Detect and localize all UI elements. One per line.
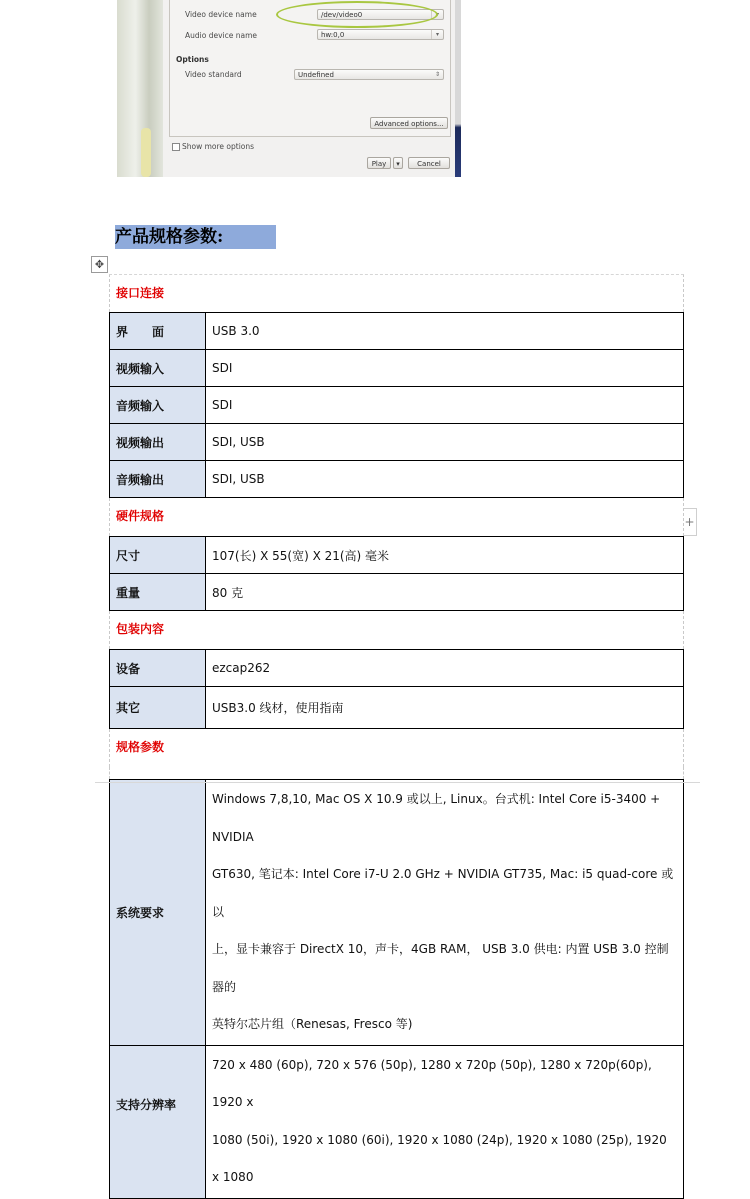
row-value: USB3.0 线材，使用指南 — [206, 687, 684, 729]
page-heading: 产品规格参数: — [115, 225, 276, 249]
row-key: 其它 — [110, 687, 206, 729]
chevron-down-icon: ▾ — [431, 10, 443, 19]
video-standard-select[interactable] — [294, 69, 444, 80]
row-value: SDI, USB — [206, 424, 684, 461]
advanced-options-button[interactable]: Advanced options... — [370, 117, 448, 129]
interface-table — [109, 312, 684, 498]
desktop-background-left — [117, 0, 163, 177]
value-line: 720 x 480 (60p), 720 x 576 (50p), 1280 x 720p (50p), 1280 x 720p(60p), 1920 x — [212, 1057, 652, 1109]
chevron-down-icon: ▾ — [396, 160, 400, 168]
video-standard-label: Video standard — [185, 70, 242, 79]
specs-table — [109, 779, 684, 1199]
capture-dialog-screenshot — [117, 0, 461, 177]
table-row — [110, 537, 684, 574]
audio-device-label: Audio device name — [185, 31, 257, 40]
row-value: 107(长) X 55(宽) X 21(高) 毫米 — [206, 537, 684, 574]
row-key: 视频输出 — [110, 424, 206, 461]
page-break-line — [95, 782, 700, 783]
options-header: Options — [176, 55, 209, 64]
spinner-icon: ⇕ — [434, 71, 441, 78]
value-line: 1080 (50i), 1920 x 1080 (60i), 1920 x 1080 (24p), 1920 x 1080 (25p), 1920 x 1080 — [212, 1132, 667, 1184]
play-button[interactable]: Play — [367, 157, 391, 169]
row-value — [206, 1045, 684, 1198]
chevron-down-icon: ▾ — [431, 30, 443, 39]
row-value: 80 克 — [206, 574, 684, 611]
cancel-button[interactable]: Cancel — [408, 157, 450, 169]
value-line: GT630, 笔记本: Intel Core i7-U 2.0 GHz + NVIDIA GT735, Mac: i5 quad-core 或以 — [212, 867, 674, 919]
row-value: SDI — [206, 350, 684, 387]
table-row — [110, 574, 684, 611]
section-title-package: 包装内容 — [109, 611, 684, 649]
desktop-background-right — [455, 0, 461, 177]
value-line: 上，显卡兼容于 DirectX 10，声卡，4GB RAM， USB 3.0 供电: 内置 USB 3.0 控制器的 — [212, 942, 669, 994]
play-dropdown-button[interactable] — [393, 157, 403, 169]
table-row — [110, 387, 684, 424]
row-value — [206, 780, 684, 1046]
row-key: 尺寸 — [110, 537, 206, 574]
row-key: 系统要求 — [110, 780, 206, 1046]
video-standard-value: Undefined — [298, 71, 334, 79]
table-row — [110, 780, 684, 1046]
hardware-table — [109, 536, 684, 611]
row-key: 设备 — [110, 650, 206, 687]
section-gap — [109, 767, 684, 779]
highlight-ellipse — [276, 1, 438, 28]
row-value: SDI — [206, 387, 684, 424]
audio-device-value: hw:0,0 — [321, 31, 345, 39]
row-value: ezcap262 — [206, 650, 684, 687]
table-row — [110, 687, 684, 729]
row-value: USB 3.0 — [206, 313, 684, 350]
table-row — [110, 1045, 684, 1198]
open-capture-dialog — [163, 0, 456, 177]
spec-table — [109, 274, 684, 1199]
row-key: 音频输出 — [110, 461, 206, 498]
row-key: 支持分辨率 — [110, 1045, 206, 1198]
table-move-handle-icon[interactable]: ✥ — [91, 256, 108, 273]
row-value: SDI, USB — [206, 461, 684, 498]
row-key: 音频输入 — [110, 387, 206, 424]
section-title-specs: 规格参数 — [109, 729, 684, 767]
row-key: 视频输入 — [110, 350, 206, 387]
add-column-icon[interactable]: + — [683, 508, 697, 536]
package-table — [109, 649, 684, 729]
value-line: Windows 7,8,10, Mac OS X 10.9 或以上, Linux。台式机: Intel Core i5-3400 + NVIDIA — [212, 792, 661, 844]
value-line: 英特尔芯片组（Renesas, Fresco 等) — [212, 1017, 413, 1031]
table-row — [110, 350, 684, 387]
show-more-label: Show more options — [182, 142, 255, 151]
audio-device-field[interactable] — [317, 29, 444, 40]
section-title-hardware: 硬件规格 — [109, 498, 684, 536]
row-key: 界 面 — [110, 313, 206, 350]
table-row — [110, 424, 684, 461]
show-more-checkbox[interactable] — [172, 143, 180, 151]
table-row — [110, 313, 684, 350]
video-device-label: Video device name — [185, 10, 257, 19]
table-row — [110, 650, 684, 687]
table-row — [110, 461, 684, 498]
row-key: 重量 — [110, 574, 206, 611]
video-device-value: /dev/video0 — [321, 11, 363, 19]
section-title-interface: 接口连接 — [109, 274, 684, 312]
